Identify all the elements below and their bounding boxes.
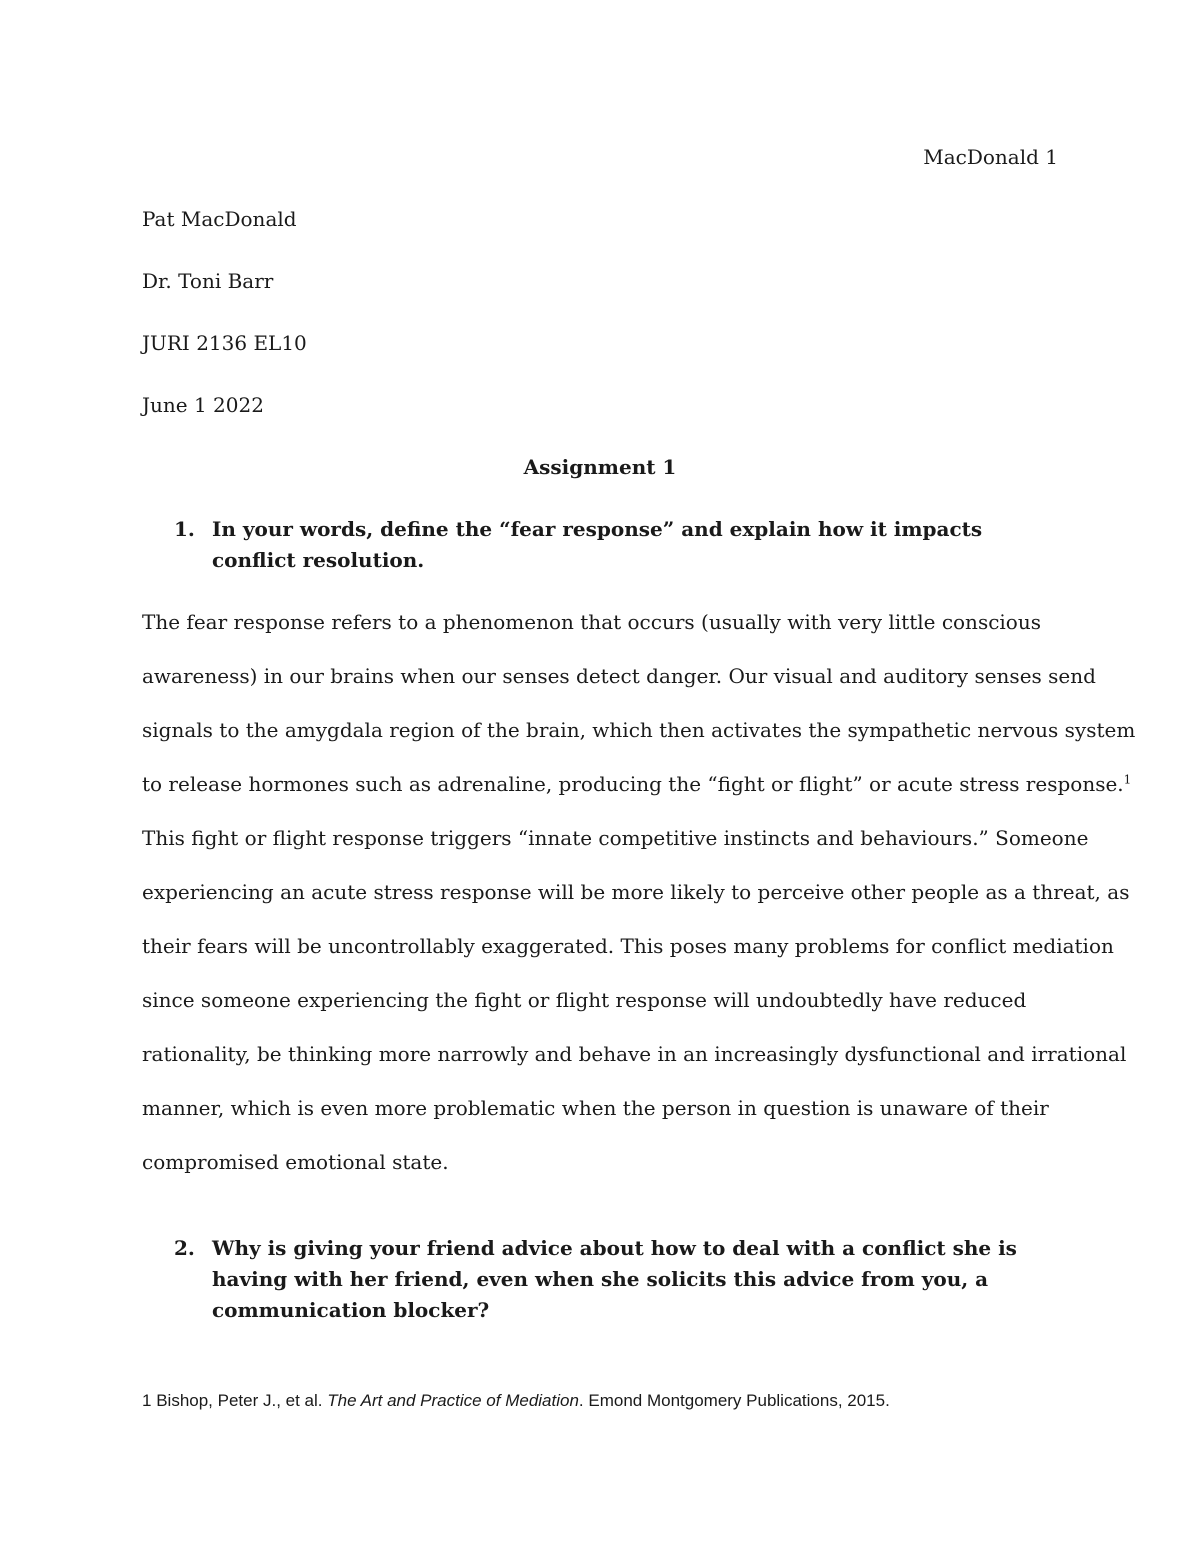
answer-1 <box>142 608 1136 1202</box>
answer-line: rationality, be thinking more narrowly and behave in an increasingly dysfunctional and irrational <box>142 1042 1127 1066</box>
footnote-number: 1 <box>142 1391 152 1410</box>
course-code: JURI 2136 EL10 <box>142 331 307 355</box>
footnote-book-title: The Art and Practice of Mediation <box>327 1391 579 1410</box>
answer-line: their fears will be uncontrollably exaggerated. This poses many problems for conflict mediation <box>142 934 1114 958</box>
answer-line-text: to release hormones such as adrenaline, producing the “fight or flight” or acute stress response. <box>142 772 1124 796</box>
submission-date: June 1 2022 <box>142 393 264 417</box>
answer-line-with-footnote <box>142 770 1132 824</box>
answer-line: experiencing an acute stress response will be more likely to perceive other people as a threat, as <box>142 880 1130 904</box>
question-text: Why is giving your friend advice about how to deal with a conflict she is having with her friend, even when she solicits this advice from you, a communication blocker? <box>212 1236 1017 1322</box>
instructor-name: Dr. Toni Barr <box>142 269 274 293</box>
answer-line: This fight or flight response triggers “innate competitive instincts and behaviours.” Someone <box>142 826 1089 850</box>
answer-line: manner, which is even more problematic when the person in question is unaware of their <box>142 1096 1049 1120</box>
running-head: MacDonald 1 <box>923 145 1058 169</box>
author-name: Pat MacDonald <box>142 207 297 231</box>
footnote-authors: Bishop, Peter J., et al. <box>156 1391 323 1410</box>
footnote-publisher: . Emond Montgomery Publications, 2015. <box>578 1391 890 1410</box>
answer-line: awareness) in our brains when our senses detect danger. Our visual and auditory senses send <box>142 664 1096 688</box>
document-title: Assignment 1 <box>523 455 677 479</box>
question-number: 2. <box>174 1236 195 1260</box>
mla-heading <box>142 205 1058 453</box>
question-1 <box>174 514 1034 576</box>
answer-line: The fear response refers to a phenomenon that occurs (usually with very little conscious <box>142 610 1041 634</box>
footnote-marker: 1 <box>1123 772 1132 787</box>
footnote <box>142 1388 890 1414</box>
question-number: 1. <box>174 517 195 541</box>
question-text: In your words, define the “fear response” and explain how it impacts conflict resolution. <box>212 517 983 572</box>
answer-line: compromised emotional state. <box>142 1150 449 1174</box>
question-2 <box>174 1233 1034 1326</box>
answer-line: signals to the amygdala region of the brain, which then activates the sympathetic nervous system <box>142 718 1136 742</box>
answer-line: since someone experiencing the fight or flight response will undoubtedly have reduced <box>142 988 1027 1012</box>
